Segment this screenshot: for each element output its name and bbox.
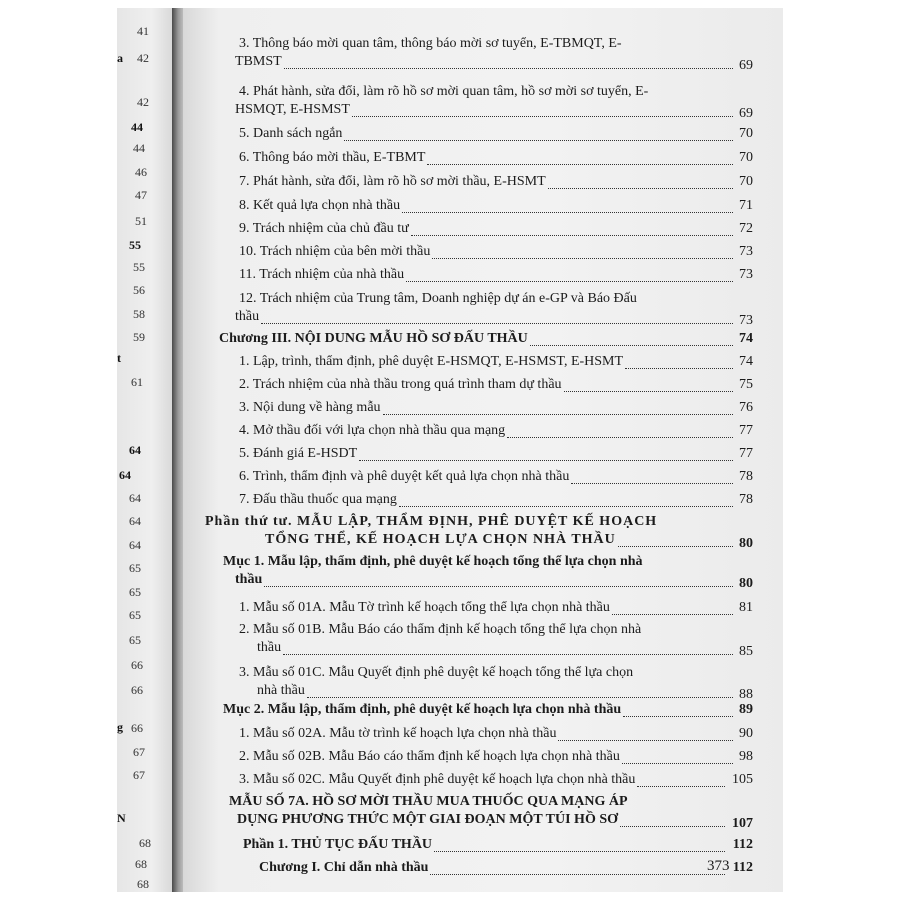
toc-entry-title-continued: DỤNG PHƯƠNG THỨC MỘT GIAI ĐOẠN MỘT TÚI HỒ SƠ [237, 812, 619, 827]
toc-page-number: 71 [739, 198, 753, 213]
toc-page-number: 105 [732, 772, 753, 787]
left-margin-page-number: 64 [129, 538, 141, 552]
toc-dot-leader [430, 874, 725, 875]
left-margin-page-number: 65 [129, 585, 141, 599]
left-margin-page-number: 66 [131, 721, 143, 735]
left-margin-page-number: 44 [133, 141, 145, 155]
toc-page-number: 98 [739, 749, 753, 764]
toc-page-number: 69 [739, 106, 753, 121]
toc-page-number: 70 [739, 126, 753, 141]
left-margin-page-number: 44 [131, 120, 143, 134]
left-margin-page-number: g [117, 720, 123, 734]
toc-entry-title: 10. Trách nhiệm của bên mời thầu [239, 244, 431, 259]
left-margin-page-number: 68 [137, 877, 149, 891]
toc-page-number: 89 [739, 702, 753, 717]
toc-dot-leader [507, 437, 733, 438]
toc-dot-leader [620, 826, 725, 827]
left-margin-page-number: 42 [137, 51, 149, 65]
toc-entry-title-continued: TBMST [235, 54, 282, 69]
toc-page-number: 80 [739, 576, 753, 591]
toc-entry-title: 4. Phát hành, sửa đổi, làm rõ hồ sơ mời quan tâm, hồ sơ mời sơ tuyển, E- [239, 84, 649, 99]
toc-entry-title: Mục 1. Mẫu lập, thẩm định, phê duyệt kế hoạch tổng thể lựa chọn nhà [223, 554, 643, 569]
toc-page-number: 90 [739, 726, 753, 741]
toc-page-number: 74 [739, 354, 753, 369]
toc-entry-title-continued: thầu [235, 309, 260, 324]
toc-page-number: 70 [739, 174, 753, 189]
toc-dot-leader [307, 697, 733, 698]
toc-page-number: 73 [739, 267, 753, 282]
toc-entry-title: 12. Trách nhiệm của Trung tâm, Doanh nghiệp dự án e-GP và Báo Đấu [239, 291, 637, 306]
toc-entry-title: Phần 1. THỦ TỤC ĐẤU THẦU [243, 837, 433, 852]
left-margin-page-number: 68 [139, 836, 151, 850]
toc-entry-title: 11. Trách nhiệm của nhà thầu [239, 267, 405, 282]
toc-entry-title-continued: TỔNG THỂ, KẾ HOẠCH LỰA CHỌN NHÀ THẦU [265, 532, 616, 547]
toc-page-number: 77 [739, 423, 753, 438]
toc-dot-leader [359, 460, 733, 461]
toc-dot-leader [637, 786, 725, 787]
toc-entry-title: 2. Mẫu số 02B. Mẫu Báo cáo thẩm định kế hoạch lựa chọn nhà thầu [239, 749, 620, 764]
left-margin-page-number: 67 [133, 768, 145, 782]
toc-dot-leader [427, 164, 733, 165]
left-margin-page-number: 68 [135, 857, 147, 871]
toc-dot-leader [344, 140, 733, 141]
toc-entry-title: 3. Mẫu số 01C. Mẫu Quyết định phê duyệt kế hoạch tổng thể lựa chọn [239, 665, 634, 680]
left-margin-page-number: N [117, 811, 126, 825]
toc-entry-title: 1. Mẫu số 01A. Mẫu Tờ trình kế hoạch tổng thể lựa chọn nhà thầu [239, 600, 610, 615]
left-margin-page-number: 58 [133, 307, 145, 321]
toc-page-number: 107 [732, 816, 753, 831]
toc-entry-title-continued: thầu [257, 640, 282, 655]
toc-dot-leader [283, 654, 733, 655]
toc-page-number: 88 [739, 687, 753, 702]
left-margin-page-number: 66 [131, 683, 143, 697]
toc-entry-title: 1. Lập, trình, thẩm định, phê duyệt E-HSMQT, E-HSMST, E-HSMT [239, 354, 624, 369]
toc-entry-title-continued: HSMQT, E-HSMST [235, 102, 350, 117]
left-margin-page-number: t [117, 351, 121, 365]
toc-entry-title: 2. Trách nhiệm của nhà thầu trong quá trình tham dự thầu [239, 377, 562, 392]
toc-dot-leader [402, 212, 733, 213]
page-number: 373 [707, 858, 730, 874]
toc-entry-title: Mục 2. Mẫu lập, thẩm định, phê duyệt kế hoạch lựa chọn nhà thầu [223, 702, 622, 717]
toc-entry-title: 4. Mở thầu đối với lựa chọn nhà thầu qua mạng [239, 423, 506, 438]
toc-entry-title: 3. Mẫu số 02C. Mẫu Quyết định phê duyệt kế hoạch lựa chọn nhà thầu [239, 772, 636, 787]
left-margin-page-number: 65 [129, 561, 141, 575]
left-margin-page-number: 59 [133, 330, 145, 344]
toc-dot-leader [284, 68, 733, 69]
left-margin-page-number: 51 [135, 214, 147, 228]
toc-page-number: 81 [739, 600, 753, 615]
toc-dot-leader [571, 483, 733, 484]
left-margin-page-number: 55 [129, 238, 141, 252]
toc-page-number: 70 [739, 150, 753, 165]
toc-entry-title: Phần thứ tư. MẪU LẬP, THẨM ĐỊNH, PHÊ DUYỆT KẾ HOẠCH [205, 514, 658, 529]
toc-page-number: 85 [739, 644, 753, 659]
toc-entry-title-continued: thầu [235, 572, 263, 587]
toc-page-number: 76 [739, 400, 753, 415]
toc-entry-title: 8. Kết quả lựa chọn nhà thầu [239, 198, 401, 213]
left-margin-page-number: 64 [129, 491, 141, 505]
toc-entry-title: 7. Đấu thầu thuốc qua mạng [239, 492, 397, 507]
toc-page-number: 112 [732, 860, 753, 875]
toc-dot-leader [530, 345, 733, 346]
toc-page-number: 73 [739, 313, 753, 328]
toc-entry-title-continued: nhà thầu [257, 683, 305, 698]
toc-entry-title: 5. Danh sách ngắn [239, 126, 343, 141]
left-margin-page-number: a [117, 51, 123, 65]
toc-entry-title: 3. Nội dung về hàng mẫu [239, 400, 381, 415]
toc-entry-title: 7. Phát hành, sửa đổi, làm rõ hồ sơ mời thầu, E-HSMT [239, 174, 546, 189]
left-margin-page-number: 41 [137, 24, 149, 38]
left-margin-page-number: 64 [129, 443, 141, 457]
toc-page [183, 8, 783, 892]
toc-entry-title: 9. Trách nhiệm của chủ đầu tư [239, 221, 409, 236]
toc-dot-leader [264, 586, 733, 587]
left-margin-page-number: 65 [129, 633, 141, 647]
toc-dot-leader [399, 506, 733, 507]
left-margin-page-number: 66 [131, 658, 143, 672]
left-margin-page-number: 61 [131, 375, 143, 389]
left-margin-page-number: 46 [135, 165, 147, 179]
left-margin-page-number: 55 [133, 260, 145, 274]
left-margin-page-number: 42 [137, 95, 149, 109]
toc-dot-leader [261, 323, 733, 324]
left-margin-page-number: 56 [133, 283, 145, 297]
toc-entry-title: 6. Trình, thẩm định và phê duyệt kết quả lựa chọn nhà thầu [239, 469, 570, 484]
left-margin-page-number: 47 [135, 188, 147, 202]
toc-entry-title: 6. Thông báo mời thầu, E-TBMT [239, 150, 426, 165]
toc-dot-leader [352, 116, 733, 117]
toc-page-number: 74 [739, 331, 753, 346]
toc-entry-title: MẪU SỐ 7A. HỒ SƠ MỜI THẦU MUA THUỐC QUA MẠNG ÁP [229, 794, 628, 809]
toc-dot-leader [548, 188, 733, 189]
toc-entry-title: Chương III. NỘI DUNG MẪU HỒ SƠ ĐẤU THẦU [219, 331, 528, 346]
toc-entry-title: 5. Đánh giá E-HSDT [239, 446, 358, 461]
toc-dot-leader [558, 740, 733, 741]
toc-dot-leader [406, 281, 733, 282]
toc-dot-leader [411, 235, 733, 236]
toc-dot-leader [432, 258, 733, 259]
toc-entry-title: Chương I. Chỉ dẫn nhà thầu [259, 860, 429, 875]
toc-page-number: 69 [739, 58, 753, 73]
toc-dot-leader [383, 414, 733, 415]
toc-page-number: 75 [739, 377, 753, 392]
left-page-edge [117, 8, 175, 892]
toc-page-number: 72 [739, 221, 753, 236]
toc-page-number: 78 [739, 492, 753, 507]
toc-entry-title: 1. Mẫu số 02A. Mẫu tờ trình kế hoạch lựa chọn nhà thầu [239, 726, 557, 741]
toc-page-number: 78 [739, 469, 753, 484]
toc-dot-leader [434, 851, 725, 852]
toc-page-number: 80 [739, 536, 753, 551]
toc-dot-leader [564, 391, 733, 392]
left-margin-page-number: 65 [129, 608, 141, 622]
toc-entry-title: 3. Thông báo mời quan tâm, thông báo mời sơ tuyển, E-TBMQT, E- [239, 36, 622, 51]
left-margin-page-number: 64 [129, 514, 141, 528]
toc-page-number: 112 [732, 837, 753, 852]
toc-entry-title: 2. Mẫu số 01B. Mẫu Báo cáo thẩm định kế hoạch tổng thể lựa chọn nhà [239, 622, 642, 637]
left-margin-page-number: 67 [133, 745, 145, 759]
left-margin-page-number: 64 [119, 468, 131, 482]
toc-page-number: 73 [739, 244, 753, 259]
toc-page-number: 77 [739, 446, 753, 461]
